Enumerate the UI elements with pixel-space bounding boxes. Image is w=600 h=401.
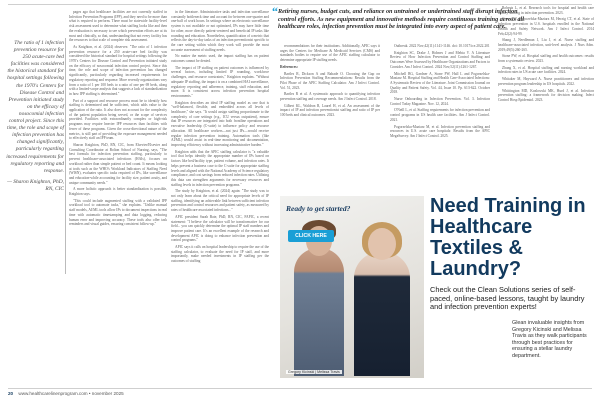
sidebar-quote [6, 40, 64, 193]
pull-quote: Retiring nurses, budget cuts, and reliance on untrained or undertrained staff disrupt infection control efforts. As new equipment and innovative methods require continuous training across all healthcare roles, infection prevention must be integrated into every aspect of patient care. [278, 8, 524, 31]
footer-rule [8, 388, 592, 389]
instructor-figure [294, 248, 344, 376]
footer-text: www.healthcarelinenprogram.com • november 2025 [18, 391, 124, 396]
reference-item: Bartles R, Dickson A and Babade O. Choosing the Gap on Infection Prevention Staffing Recommendations: Results from the Pilot Phase of the APIC Staffing Calculator. Am J Infect Control. Vol. 51, 2023. [280, 71, 380, 90]
reference-item: Roberts L, et al. Research tools for hospital and health care facility staffing in infection prevention. 2023. [498, 6, 594, 15]
references-heading: References: [280, 64, 298, 69]
instructor-names: Gregory Kicinski | Melissa Travis [288, 370, 340, 374]
reference-item: Whitaker M, Hayward A. Nurse practitioners and infection prevention program leadership in US hospitals. 2022. [498, 77, 594, 86]
paragraph: The impact of IP staffing on patient outcomes is influenced by several factors, including limited IP rounding, workforce challenges, and resource constraints," Knighton explains. "Without adequate IP staffing, the impact is on a combined HAI surveillance, regulatory reporting and adherence, training, staff education, and more. It is consistent across infection prevention hospital environments." [171, 65, 269, 98]
top-rule [8, 4, 592, 5]
instructor-figure [354, 252, 410, 376]
paragraph: APIC president Sarah Bate, PhD, RN, CIC, FAPIC, a recent statement: "I believe the calculator will be transformative for our field... you can quickly determine the optimal IP staff numbers and improve patient care. It's an excellent example of the research and development APIC is doing to enhance infection prevention and control programs." [171, 214, 269, 243]
sidebar-quote-attribution: — Sharon Knighton, PhD, RN, CIC [7, 178, 64, 192]
paragraph: Knighton describes an ideal IP staffing model as one that is "well-balanced, flexible, and embedded across all levels of healthcare," she says. "It would assign staffing proportionate to the complexity of care settings (e.g., ICU versus outpatient), ensure that IP resources are integrated into both frontline operations and executive leadership (C-suite) to influence policy and resource allocation. All healthcare workers—not just IPs—would receive regular infection prevention training. Automation tools (like AI/ML) would assist in real-time monitoring and documentation, improving efficiency without increasing administrative burden." [171, 100, 269, 147]
quote-mark-icon: “ [272, 4, 278, 18]
paragraph: pages ago that healthcare facilities are not currently staffed in Infection Prevention Programs (IPP), and they need to be more than what is required to perform. There must be statewide facility-level risk assessment used to determine what staffing looks like and then the evaluation is necessary to see which prevention efforts are at its most and clinically, so that, understanding that not every facility has the resources to that scale of complete risk assessment. [69, 10, 167, 43]
reference-item: Knighton SC, Drake J, Holmes J and Mehta V. A Literature Review of How Infection Prevention and Control Staffing and Outcomes Were Assessed by Healthcare Organizations and Factors to Consider. Am J Infect Control. 2024 Nov;52(11):1261-1267. [390, 50, 490, 69]
page-footer [8, 391, 124, 396]
reference-item: Mitchell BG, Gardner A, Stone PW, Hall L and Pogorzelska-Maziarz M. Hospital Staffing and Health Care-Associated Infections: A Systematic Review of the Literature. Joint Commission Journal on Quality and Patient Safety. Vol. 44, Issue 10. Pp. 613-622. October 2018. [390, 71, 490, 95]
reference-item: Gilbert KL, Waldron R, Laurel H, et al. An assessment of the impact of IP and infection preventionist staffing and ratio of IP per 100 beds and clinical outcomes. 2023. [280, 103, 380, 118]
paragraph: recommendations for their institutions. Additionally, APIC says it urges the Centers for Medicare & Medicaid Services (CMS) and standards bodies to require use of the APIC staffing calculator to determine appropriate IP staffing needs. [280, 44, 380, 63]
instructors-photo [280, 196, 424, 378]
sidebar-quote-text: The ratio of 1 infection prevention resource for 250 acute-care bed facilities was considered the historical standard for hospital settings following the 1970's Centers for Disease Control and Prevention initiated study on the efficacy of nosocomial infection control project. Since this time, the role and scope of infection prevention has changed significantly, particularly regarding increased requirements for regulatory reporting and response. [6, 40, 64, 174]
reference-item: Pogorzelska-Maziarz M, et al. Infection prevention staffing and resources in U.S. acute care hospitals: Results from the APIC MegaSurvey. Am J Infect Control. 2025. [390, 124, 490, 138]
reference-item: Nurse Onboarding in Infection Prevention. Vol. 3. Infection Control Today Magazine. Nov. 12, 2024. [390, 97, 490, 106]
reference-item: Stone PW, Pogorzelska-Maziarz M, Herzig CT, et al. State of infection prevention in U.S. hospitals enrolled in the National Health and Safety Network. Am J Infect Control. 2014 Feb;42(2):94-99. [498, 17, 594, 36]
reference-item: Stone PW, et al. Hospital staffing and health outcomes: results from a systematic review. 2023. [498, 54, 594, 64]
reference-item: Shang J, Needleman J, Liu J, et al. Nurse staffing and healthcare-associated infection, unit-level analysis. J Nurs Adm. 2019;49(5):260-265. [498, 38, 594, 52]
click-here-button[interactable]: CLICK HERE [288, 230, 334, 242]
reference-item: Whittington MD, Kozlowski MK, Hurd J, et al. Infection prevention staffing: a framework for decision making. Infect Control Hosp Epidemiol. 2023. [498, 88, 594, 102]
article-column-3 [280, 44, 380, 194]
reference-item: Bartles R et al. A systematic approach to quantifying infection prevention staffing and coverage needs. Am J Infect Control. 2018. [280, 92, 380, 102]
article-column-2 [171, 10, 269, 386]
references-column-2 [390, 44, 490, 194]
ad-insight: Glean invaluable insights from Gregory Kicinski and Melissa Travis as they walk participants through best practices for ensuring a stellar laundry department. [512, 320, 587, 359]
paragraph: Part of a support and resource process must be to identify how staffing is determined and be sufficient, which adds value to the application of the ratio. It also does not account for the complexity of the patient population being served, or the scope of services provided. Facilities with extraordinarily complex or high-risk programs may require heavier IPP resources than facilities with fewer of these programs. Given the cross-directional nature of the metrics, is still part of providing the exposure management needed to effectively staff an IPP team. [69, 98, 167, 141]
paragraph: Sharon Knighton, PhD, RN, CIC, from Elsevier/Elsevier and Consulting Coordinator at Bolton School of Nursing, says, "The best formula for infection prevention staffing, particularly to prevent healthcare-associated infections (HAIs), focuses on workload rather than simple patient or bed count. It means looking at tools such as the WHO's Workload Indicators of Staffing Need (WISN), evaluates specific tasks required of IPs, like surveillance and education-while accounting for facility size, patient acuity, and unique community needs." [69, 142, 167, 185]
ad-title: Need Training in Healthcare Textiles & Laundry? [430, 195, 586, 280]
paragraph: in the literature. Administrative tasks and infection surveillance constantly bottleneck time and account for between one-quarter and one-half of work hours. In settings where an electronic surveillance system is not available or not optimized, IPs may have little time for other, more directly patient-centered and beneficial IP tasks like rounding and education. Nonetheless, quantification of a metric that reflects the day-to-day tasks of an infection preventionist specific to the care setting within which they work will provide the most accurate assessment of staffing needs. [171, 10, 269, 52]
page-number: 20 [8, 391, 14, 396]
paragraph: As Knighton, et al. (2024) observes: "The ratio of 1 infection prevention resource for a 250 acute-care bed facility was considered the historical standard for hospital settings following the 1970's Centers for Disease Control and Prevention initiated study on the efficacy of nosocomial infection control project. Since this time, the role and scope of infection prevention has changed significantly, particularly regarding increased requirements for regulatory reporting and response. More recently organizations vary from a ratio of 1 per 100 beds to a ratio of one per 69 beds, along with a limited-scope analysis that suggests a lack of standardization in how IPP staffing is determined." [69, 44, 167, 96]
paragraph: APIC says it calls on hospital leadership to require the use of the staffing calculator, to evaluate the need for IP staff, and more importantly, make needed investments in IP staffing per the outcomes of staffing [171, 245, 269, 264]
reference-item: Zhang X, et al. Hospital staffing and nursing workload and infection rates in US acute care facilities. 2024. [498, 65, 594, 75]
paragraph: The study by Knighton, et al. (2024) again: "The study was to not only learn about the critical need for appropriate levels of IP staffing, identifying an achievable link between sufficient infection prevention and control resources and patient safety, as measured by rates of healthcare-associated infections..." [171, 189, 269, 213]
references-column-3 [498, 6, 594, 194]
article-column-1 [69, 10, 167, 386]
paragraph: A more holistic approach is better standardization is possible, Knighton says. [69, 187, 167, 197]
paragraph: Knighton adds that the APIC staffing calculator is "a valuable tool that helps identify the appropriate number of IPs based on factors like bed/facility type, patient volume, and infection rates. It helps prevent a business case to the C-suite for appropriate staffing levels and aligned with the National Academy of Science regulatory compliance, and cost savings from reduced infection rates. Utilizing this data can strengthen arguments for necessary resources and staffing levels in infection prevention programs." [171, 149, 269, 187]
paragraph: "This could include augmented staffing with a validated IPP workload tool to automate tasks," she explains. "Unlike manual staff models, AI/ML tools allow IPs to document inspections in real time with automatic timestamping and data logging, reducing human error and improving accuracy. These tools also offer task reminders and visual guides, ensuring consistent follow-up." [69, 198, 167, 227]
paragraph: No matter the metric used, the impact staffing has on patient outcomes cannot be denied. [171, 54, 269, 64]
ad-body: Check out the Clean Solutions series of self-paced, online-based lessons, taught by laundry and infection prevention experts! [430, 285, 585, 312]
training-advertisement [280, 196, 592, 378]
reference-item: O'Neill L, et al. Staffing requirements for infection prevention and control programs in US health care facilities. Am J Infect Control. 2021. [390, 108, 490, 122]
reference-item: Outbreak. 2022 Nov;42(11):1141-1146. doi: 10.1017/ice.2022.201 [394, 44, 490, 48]
ad-ready-text: Ready to get started? [286, 204, 351, 213]
sidebar-divider [65, 38, 66, 274]
